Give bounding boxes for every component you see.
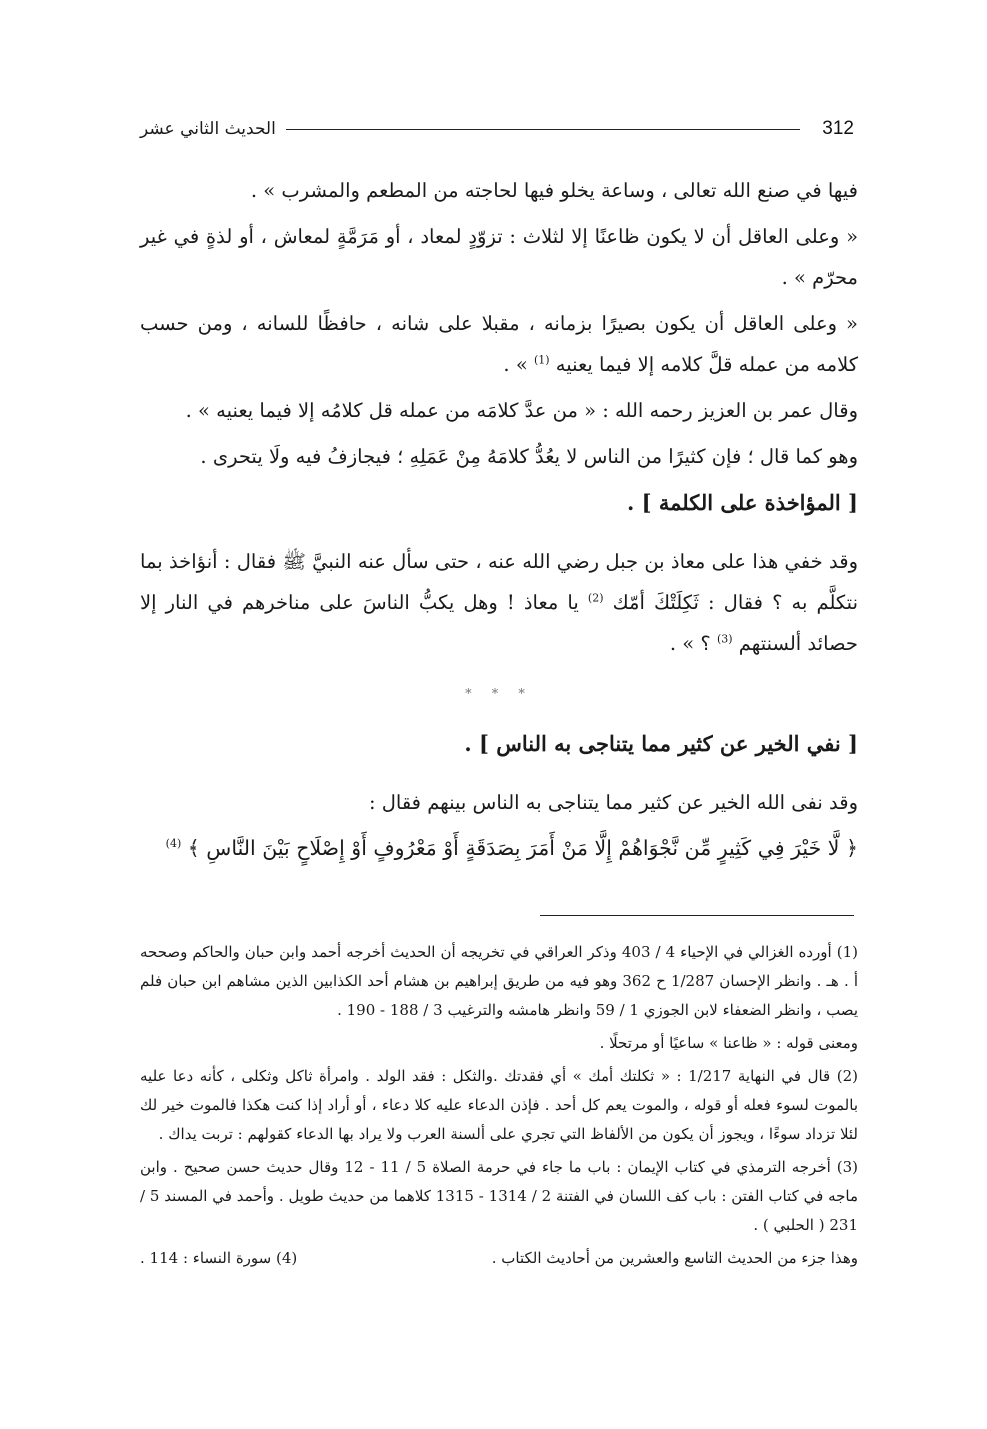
paragraph-text: يا معاذ ! وهل يكبُّ الناسَ على مناخرهم في النار إلا حصائد ألسنتهم — [140, 591, 858, 655]
footnote-continuation: ومعنى قوله : « ظاعنا » ساعيًا أو مرتحلًا . — [599, 1034, 858, 1052]
footnote: (2) قال في النهاية 1/217 : « ثكلتك أمك » أي فقدتك .والثكل : فقد الولد . وامرأة ثاكل وثكلى ، كأنه دعا عليه بالموت لسوء فعله أو قوله ، والموت يعم كل أحد . فإذن الدعاء عليه كلا دعاء ، أو أراد إذا كنت هكذا فالموت خير لك لئلا تزداد سوءًا ، ويجوز أن يكون من الألفاظ التي تجري على ألسنة العرب ولا يراد بها الدعاء كقولهم : تربت يداك . — [140, 1067, 858, 1143]
paragraph: فيها في صنع الله تعالى ، وساعة يخلو فيها لحاجته من المطعم والمشرب » . — [250, 179, 858, 202]
paragraph-text: ؟ » . — [669, 632, 717, 655]
footnote-last-line — [140, 1244, 858, 1273]
section-heading: [ نفي الخير عن كثير مما يتناجى به الناس ] . — [464, 731, 858, 756]
section-separator: * * * — [465, 687, 533, 702]
paragraph-text: وقد خفي هذا على معاذ بن جبل رضي الله عنه ، حتى سأل عنه النبيَّ ﷺ فقال : أنؤاخذ بما نتكلَّم به ؟ فقال : ثَكِلَتْكَ أمّك — [140, 550, 858, 614]
running-title: الحديث الثاني عشر — [140, 119, 276, 139]
footnote-ref: (4) — [165, 837, 182, 851]
paragraph: وقد نفى الله الخير عن كثير مما يتناجى به الناس بينهم فقال : — [368, 791, 858, 814]
footnote-ref: (1) — [533, 353, 550, 367]
section-heading: [ المؤاخذة على الكلمة ] . — [627, 490, 858, 515]
page-number: 312 — [822, 118, 854, 139]
footnote: (1) أورده الغزالي في الإحياء 4 / 403 وذكر العراقي في تخريجه أن الحديث أخرجه أحمد وابن حبان والحاكم وصححه أ . هـ . وانظر الإحسان 1/287 ح 362 وهو فيه من طريق إبراهيم بن هشام أحد الكذابين الذين مشاهم ابن حبان فلم يصب ، وانظر الضعفاء لابن الجوزي 1 / 59 وانظر هامشه والترغيب 3 / 188 - 190 . — [140, 943, 859, 1019]
paragraph-text: » . — [503, 353, 534, 376]
verse-text: ﴿ لَّا خَيْرَ فِي كَثِيرٍ مِّن نَّجْوَاهُمْ إِلَّا مَنْ أَمَرَ بِصَدَقَةٍ أَوْ مَعْرُوفٍ أَوْ إِصْلَاحٍ بَيْنَ النَّاسِ ﴾ — [187, 836, 858, 860]
paragraph: وقال عمر بن العزيز رحمه الله : « من عدَّ كلامَه من عمله قل كلامُه إلا فيما يعنيه » . — [185, 399, 858, 422]
page-header — [140, 112, 854, 146]
footnotes — [140, 938, 858, 1277]
footnote-ref: (3) — [716, 632, 733, 646]
paragraph: وهو كما قال ؛ فإن كثيرًا من الناس لا يعُدُّ كلامَهُ مِنْ عَمَلِهِ ؛ فيجازفُ فيه ولَا يتحرى . — [200, 445, 858, 468]
footnote: (4) سورة النساء : 114 . — [140, 1249, 298, 1267]
paragraph: « وعلى العاقل أن لا يكون ظاعنًا إلا لثلاث : تزوّدٍ لمعاد ، أو مَرَمَّةٍ لمعاش ، أو لذةٍ في غير محرّم » . — [140, 225, 858, 289]
footnote: (3) أخرجه الترمذي في كتاب الإيمان : باب ما جاء في حرمة الصلاة 5 / 11 - 12 وقال حديث حسن صحيح . وابن ماجه في كتاب الفتن : باب كف اللسان في الفتنة 2 / 1314 - 1315 كلاهما من حديث طويل . وأحمد في المسند 5 / 231 ( الحلبي ) . — [140, 1158, 859, 1234]
paragraph — [140, 303, 858, 385]
paragraph — [140, 541, 858, 664]
footnote-continuation: وهذا جزء من الحديث التاسع والعشرين من أحاديث الكتاب . — [491, 1249, 858, 1267]
main-text — [140, 170, 858, 874]
footnote-ref: (2) — [587, 591, 604, 605]
paragraph-text: « وعلى العاقل أن يكون بصيرًا بزمانه ، مقبلا على شانه ، حافظًا للسانه ، ومن حسب كلامه من عمله قلَّ كلامه إلا فيما يعنيه — [140, 312, 858, 376]
footnote-rule — [540, 915, 854, 916]
header-rule — [286, 129, 800, 130]
quran-verse — [140, 828, 858, 869]
